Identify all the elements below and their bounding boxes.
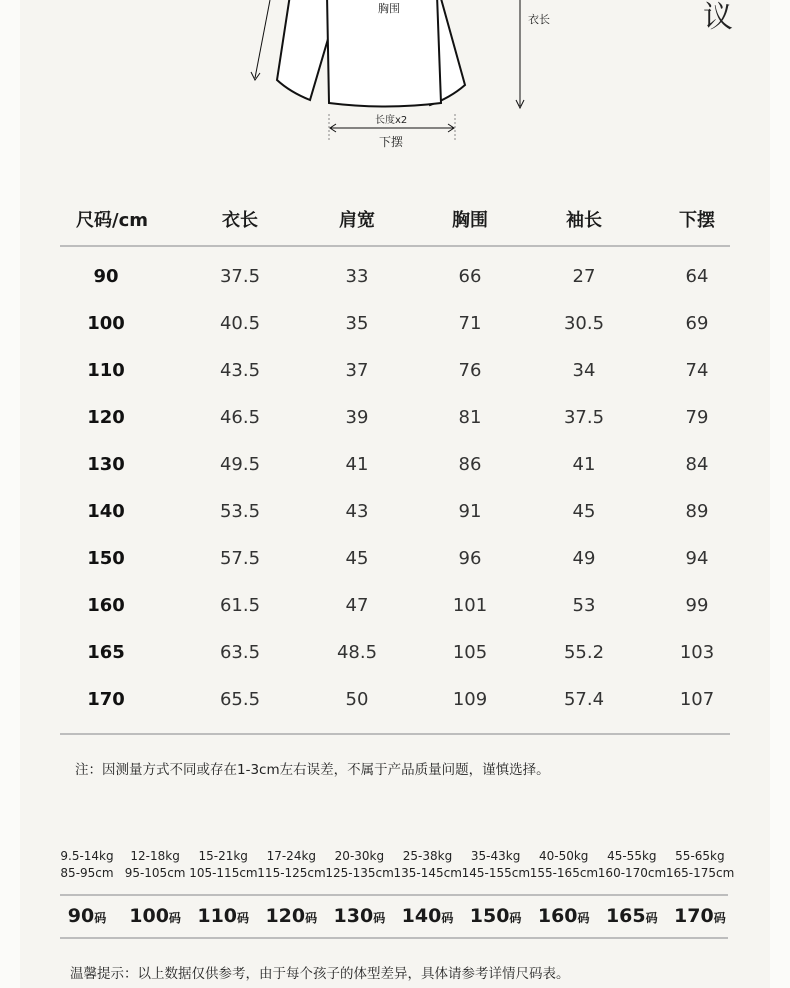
value-cell: 74	[685, 360, 709, 381]
weight-range: 20-30kg	[334, 849, 385, 863]
value-cell: 39	[345, 407, 369, 428]
value-cell: 40.5	[219, 313, 261, 334]
size-unit: 码	[645, 911, 658, 925]
height-range: 105-115cm	[189, 866, 258, 880]
height-range: 155-165cm	[529, 866, 599, 880]
divider	[60, 245, 730, 247]
reference-range	[189, 848, 257, 882]
value-cell: 35	[345, 313, 369, 334]
header-length: 衣长	[222, 210, 258, 231]
size-value: 170	[674, 905, 714, 927]
weight-range: 9.5-14kg	[60, 849, 114, 863]
size-value: 160	[537, 905, 578, 927]
garment-diagram	[230, 0, 560, 150]
value-cell: 53.5	[219, 501, 261, 522]
table-row	[0, 689, 790, 713]
height-range: 95-105cm	[124, 866, 186, 880]
weight-range: 55-65kg	[675, 849, 725, 863]
reference-size	[324, 905, 394, 927]
value-cell: 37	[345, 360, 369, 381]
value-cell: 27	[572, 266, 596, 287]
weight-range: 25-38kg	[402, 849, 453, 863]
value-cell: 101	[452, 595, 488, 616]
table-note: 注：因测量方式不同或存在1-3cm左右误差，不属于产品质量问题，谨慎选择。	[75, 762, 550, 778]
value-cell: 45	[572, 501, 596, 522]
value-cell: 89	[685, 501, 709, 522]
height-range: 145-155cm	[461, 866, 531, 880]
value-cell: 71	[458, 313, 482, 334]
reference-range	[53, 848, 121, 882]
value-cell: 96	[458, 548, 482, 569]
height-range: 125-135cm	[325, 866, 394, 880]
table-row	[0, 407, 790, 431]
value-cell: 69	[685, 313, 709, 334]
reference-range	[394, 848, 462, 882]
size-value: 140	[401, 905, 442, 927]
reference-size	[120, 905, 190, 927]
value-cell: 76	[458, 360, 482, 381]
reference-size	[529, 905, 599, 927]
header-chest: 胸围	[452, 210, 488, 231]
header-size: 尺码/cm	[76, 210, 148, 231]
reference-range	[666, 848, 734, 882]
size-value: 165	[605, 905, 646, 927]
reference-size	[393, 905, 463, 927]
value-cell: 66	[458, 266, 482, 287]
size-unit: 码	[237, 911, 250, 925]
header-shoulder: 肩宽	[339, 210, 375, 231]
value-cell: 79	[685, 407, 709, 428]
height-range: 115-125cm	[257, 866, 326, 880]
value-cell: 53	[572, 595, 596, 616]
value-cell: 37.5	[219, 266, 261, 287]
value-cell: 41	[572, 454, 596, 475]
tip-text: 温馨提示：以上数据仅供参考，由于每个孩子的体型差异，具体请参考详情尺码表。	[70, 966, 570, 982]
header-sleeve: 袖长	[566, 210, 602, 231]
value-cell: 55.2	[563, 642, 605, 663]
value-cell: 91	[458, 501, 482, 522]
value-cell: 34	[572, 360, 596, 381]
table-row	[0, 642, 790, 666]
table-row	[0, 266, 790, 290]
value-cell: 81	[458, 407, 482, 428]
size-value: 130	[333, 905, 374, 927]
value-cell: 46.5	[219, 407, 261, 428]
value-cell: 33	[345, 266, 369, 287]
height-range: 135-145cm	[393, 866, 462, 880]
reference-size	[461, 905, 531, 927]
reference-range	[530, 848, 598, 882]
value-cell: 49.5	[219, 454, 261, 475]
weight-range: 12-18kg	[130, 849, 180, 863]
length-label: 衣长	[528, 13, 550, 26]
reference-range	[257, 848, 325, 882]
size-cell: 120	[87, 407, 125, 428]
size-cell: 170	[87, 689, 125, 710]
size-unit: 码	[94, 911, 107, 925]
value-cell: 61.5	[219, 595, 261, 616]
value-cell: 65.5	[219, 689, 261, 710]
size-unit: 码	[509, 911, 522, 925]
size-cell: 160	[87, 595, 125, 616]
size-value: 110	[197, 905, 238, 927]
value-cell: 64	[685, 266, 709, 287]
value-cell: 41	[345, 454, 369, 475]
value-cell: 30.5	[563, 313, 605, 334]
divider	[60, 937, 728, 939]
value-cell: 45	[345, 548, 369, 569]
height-range: 165-175cm	[665, 866, 735, 880]
table-row	[0, 360, 790, 384]
reference-range	[121, 848, 189, 882]
weight-range: 35-43kg	[470, 849, 521, 863]
value-cell: 43.5	[219, 360, 261, 381]
value-cell: 99	[685, 595, 709, 616]
size-unit: 码	[305, 911, 318, 925]
divider	[60, 733, 730, 735]
size-value: 150	[469, 905, 510, 927]
size-cell: 140	[87, 501, 125, 522]
weight-range: 17-24kg	[266, 849, 317, 863]
header-hem: 下摆	[679, 210, 715, 231]
divider	[60, 894, 728, 896]
table-row	[0, 313, 790, 337]
value-cell: 109	[452, 689, 488, 710]
size-value: 100	[129, 905, 169, 927]
value-cell: 94	[685, 548, 709, 569]
size-cell: 90	[93, 266, 119, 287]
reference-range	[325, 848, 393, 882]
size-cell: 110	[87, 360, 125, 381]
value-cell: 63.5	[219, 642, 261, 663]
height-range: 85-95cm	[60, 866, 114, 880]
hem-label: 下摆	[379, 135, 404, 149]
table-row	[0, 548, 790, 572]
size-unit: 码	[373, 911, 386, 925]
reference-size	[52, 905, 122, 927]
value-cell: 107	[679, 689, 715, 710]
table-row	[0, 454, 790, 478]
weight-range: 40-50kg	[538, 849, 589, 863]
chest-label: 胸围	[378, 2, 400, 15]
size-cell: 165	[87, 642, 125, 663]
value-cell: 48.5	[336, 642, 378, 663]
value-cell: 57.4	[563, 689, 605, 710]
size-cell: 150	[87, 548, 125, 569]
reference-range	[598, 848, 666, 882]
size-unit: 码	[577, 911, 590, 925]
reference-size	[597, 905, 667, 927]
value-cell: 47	[345, 595, 369, 616]
value-cell: 49	[572, 548, 596, 569]
value-cell: 57.5	[219, 548, 261, 569]
size-unit: 码	[441, 911, 454, 925]
value-cell: 86	[458, 454, 482, 475]
value-cell: 37.5	[563, 407, 605, 428]
table-row	[0, 595, 790, 619]
size-value: 120	[265, 905, 306, 927]
size-cell: 100	[87, 313, 125, 334]
hem-measure-label: 长度x2	[375, 115, 408, 126]
value-cell: 50	[345, 689, 369, 710]
table-row	[0, 501, 790, 525]
height-range: 160-170cm	[597, 866, 667, 880]
reference-size	[665, 905, 735, 927]
size-unit: 码	[713, 911, 726, 925]
corner-char: 议	[703, 0, 733, 35]
value-cell: 105	[452, 642, 488, 663]
value-cell: 43	[345, 501, 369, 522]
value-cell: 103	[679, 642, 715, 663]
size-cell: 130	[87, 454, 125, 475]
reference-range	[462, 848, 530, 882]
weight-range: 15-21kg	[198, 849, 248, 863]
size-unit: 码	[168, 911, 181, 925]
value-cell: 84	[685, 454, 709, 475]
size-value: 90	[67, 905, 95, 927]
reference-size	[188, 905, 258, 927]
reference-size	[256, 905, 326, 927]
weight-range: 45-55kg	[607, 849, 657, 863]
